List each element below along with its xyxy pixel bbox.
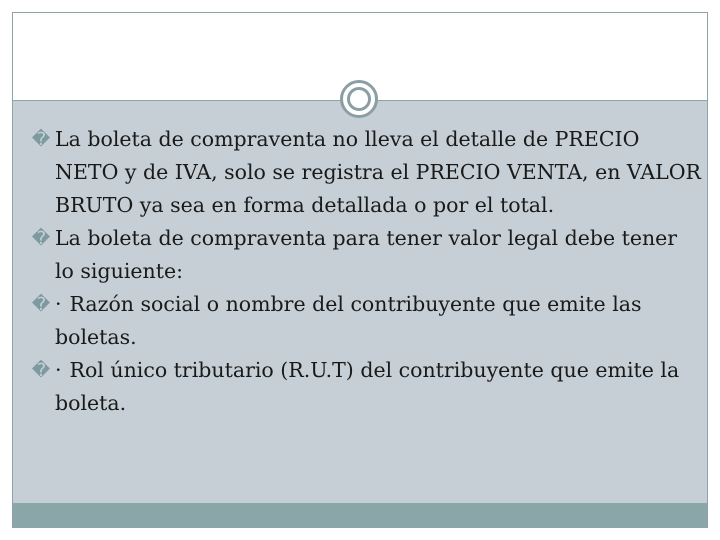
list-item bbox=[31, 288, 701, 354]
list-item bbox=[31, 354, 701, 420]
slide bbox=[12, 12, 708, 528]
bullet-icon: � bbox=[31, 228, 51, 249]
circle-ornament-icon bbox=[340, 80, 378, 118]
dot-marker: · bbox=[55, 358, 62, 382]
bullet-icon: � bbox=[31, 360, 51, 381]
bullet-list bbox=[31, 123, 701, 420]
list-item-text: La boleta de compraventa para tener valor legal debe tener lo siguiente: bbox=[55, 226, 678, 283]
list-item bbox=[31, 222, 701, 288]
bullet-icon: � bbox=[31, 294, 51, 315]
dot-marker: · bbox=[55, 292, 62, 316]
list-item bbox=[31, 123, 701, 222]
list-item-text: Rol único tributario (R.U.T) del contribuyente que emite la boleta. bbox=[55, 358, 680, 415]
list-item-text: Razón social o nombre del contribuyente que emite las boletas. bbox=[55, 292, 642, 349]
list-item-text: La boleta de compraventa no lleva el detalle de PRECIO NETO y de IVA, solo se registra el PRECIO VENTA, en VALOR BRUTO ya sea en forma detallada o por el total. bbox=[55, 127, 701, 217]
footer-band bbox=[13, 503, 707, 527]
bullet-icon: � bbox=[31, 129, 51, 150]
